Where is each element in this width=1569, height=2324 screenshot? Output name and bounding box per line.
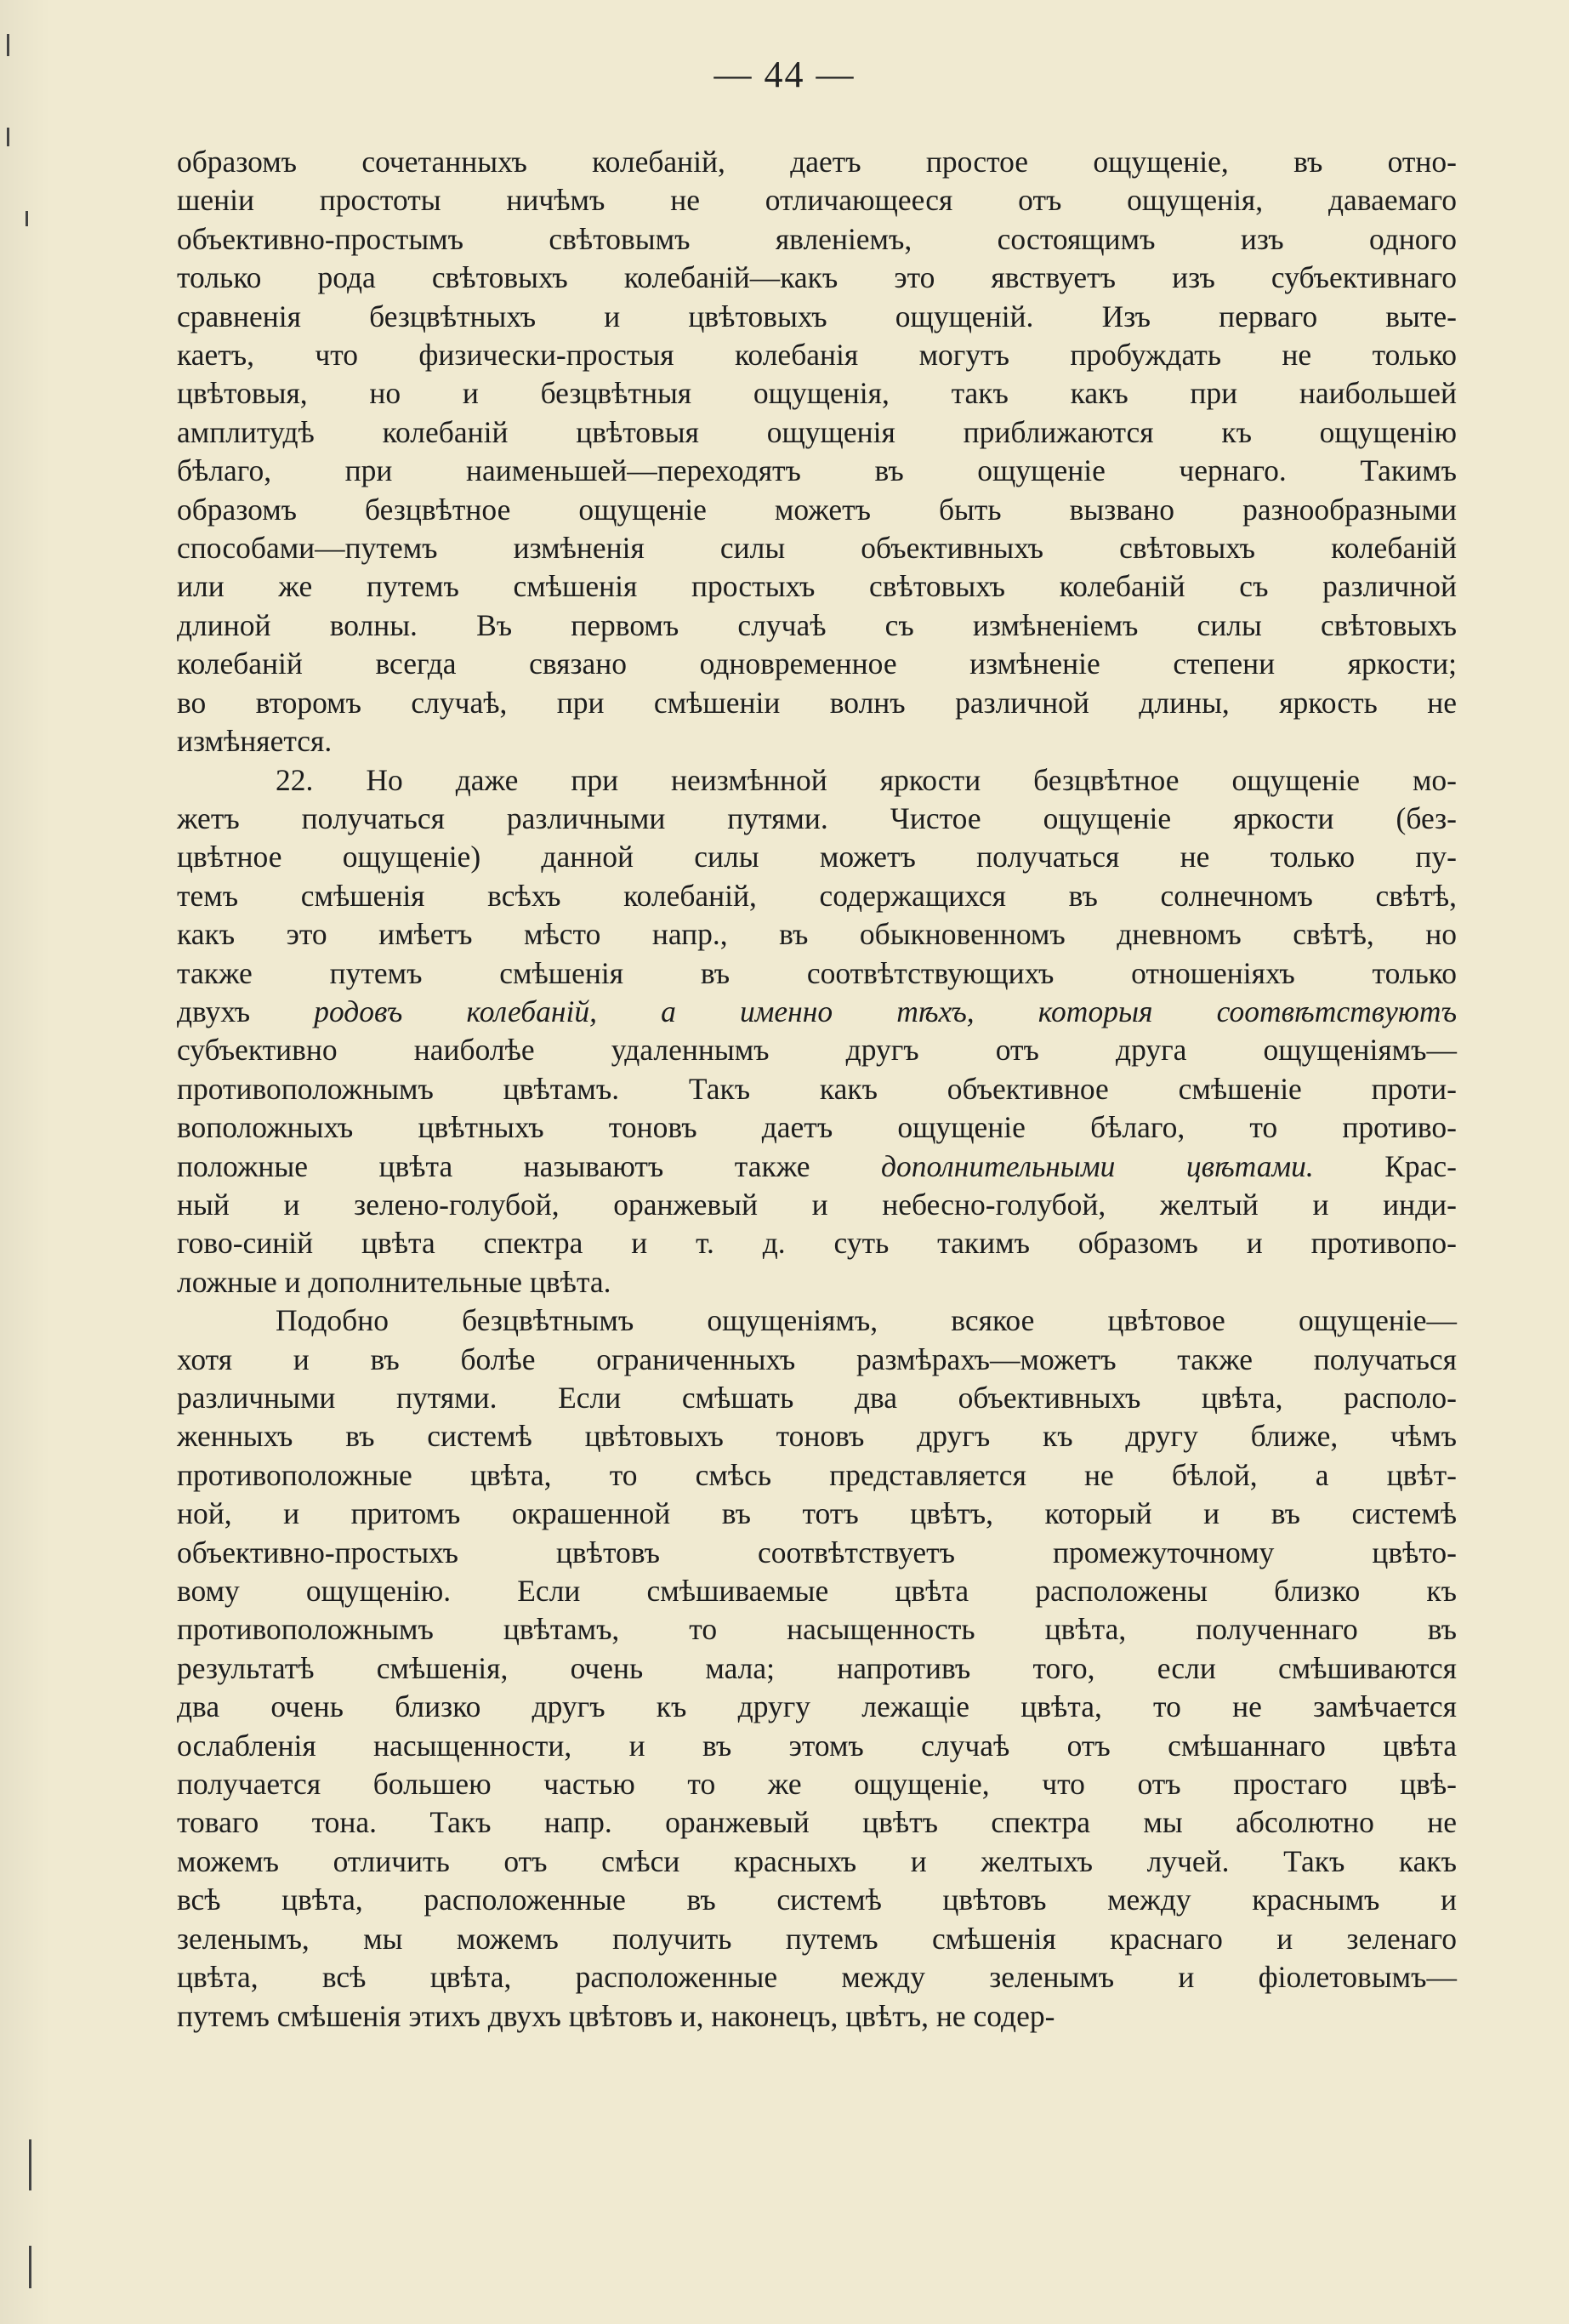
text-line: также путемъ смѣшенія въ соотвѣтствующихъ отношеніяхъ только — [177, 955, 1457, 990]
text-line: 22. Но даже при неизмѣнной яркости безцвѣтное ощущеніе мо- — [276, 762, 1457, 797]
text-line: всѣ цвѣта, расположенные въ системѣ цвѣтовъ между краснымъ и — [177, 1883, 1457, 1917]
text-line: двухъ родовъ колебаній, а именно тѣхъ, которыя соотвѣтствуютъ — [177, 994, 1457, 1028]
text-line: колебаній всегда связано одновременное измѣненіе степени яркости; — [177, 647, 1457, 681]
text-line: цвѣта, всѣ цвѣта, расположенные между зеленымъ и фіолетовымъ— — [177, 1960, 1457, 1995]
text-line: или же путемъ смѣшенія простыхъ свѣтовыхъ колебаній съ различной — [177, 569, 1457, 604]
text-line: противоположнымъ цвѣтамъ, то насыщенность цвѣта, полученнаго въ — [177, 1612, 1457, 1647]
text-line: длиной волны. Въ первомъ случаѣ съ измѣненіемъ силы свѣтовыхъ — [177, 607, 1457, 642]
text-line: только рода свѣтовыхъ колебаній—какъ это явствуетъ изъ субъективнаго — [177, 260, 1457, 295]
text-line: объективно-простымъ свѣтовымъ явленіемъ, состоящимъ изъ одного — [177, 221, 1457, 256]
paragraph-1 — [177, 143, 1457, 761]
text-line: цвѣтное ощущеніе) данной силы можетъ получаться не только пу- — [177, 840, 1457, 874]
margin-mark — [29, 2139, 31, 2190]
body-text — [177, 143, 1457, 2036]
italic-phrase: дополнительными цвѣтами. — [880, 1148, 1314, 1183]
text-line: противоположные цвѣта, то смѣсь представляется не бѣлой, а цвѣт- — [177, 1457, 1457, 1492]
margin-mark — [29, 2246, 31, 2288]
text-line: ложные и дополнительные цвѣта. — [177, 1264, 611, 1299]
text-line: вому ощущенію. Если смѣшиваемые цвѣта расположены близко къ — [177, 1574, 1457, 1609]
text-line: товаго тона. Такъ напр. оранжевый цвѣтъ спектра мы абсолютно не — [177, 1805, 1457, 1840]
text-line: жетъ получаться различными путями. Чистое ощущеніе яркости (без- — [177, 800, 1457, 835]
text-line: способами—путемъ измѣненія силы объективныхъ свѣтовыхъ колебаній — [177, 531, 1457, 566]
text-line: сравненія безцвѣтныхъ и цвѣтовыхъ ощущеній. Изъ перваго выте- — [177, 299, 1457, 333]
text-line: образомъ безцвѣтное ощущеніе можетъ быть вызвано разнообразными — [177, 492, 1457, 527]
text-line: бѣлаго, при наименьшей—переходятъ въ ощущеніе чернаго. Такимъ — [177, 453, 1457, 488]
text-line: противоположнымъ цвѣтамъ. Такъ какъ объективное смѣшеніе проти- — [177, 1071, 1457, 1106]
text-line: во второмъ случаѣ, при смѣшеніи волнъ различной длины, яркость не — [177, 685, 1457, 720]
text-line: два очень близко другъ къ другу лежащіе цвѣта, то не замѣчается — [177, 1689, 1457, 1724]
margin-mark — [26, 211, 28, 226]
paragraph-3 — [177, 1302, 1457, 2036]
text-line: положные цвѣта называютъ также дополнительными цвѣтами. Крас- — [177, 1148, 1457, 1183]
text-line: ной, и притомъ окрашенной въ тотъ цвѣтъ, который и въ системѣ — [177, 1496, 1457, 1531]
text-line: ослабленія насыщенности, и въ этомъ случаѣ отъ смѣшаннаго цвѣта — [177, 1728, 1457, 1763]
margin-mark — [7, 128, 9, 146]
text-line: субъективно наиболѣе удаленнымъ другъ отъ друга ощущеніямъ— — [177, 1033, 1457, 1068]
text-line: амплитудѣ колебаній цвѣтовыя ощущенія приближаются къ ощущенію — [177, 414, 1457, 449]
text-line: какъ это имѣетъ мѣсто напр., въ обыкновенномъ дневномъ свѣтѣ, но — [177, 917, 1457, 952]
text-line: путемъ смѣшенія этихъ двухъ цвѣтовъ и, наконецъ, цвѣтъ, не содер- — [177, 1998, 1055, 2033]
text-line: воположныхъ цвѣтныхъ тоновъ даетъ ощущеніе бѣлаго, то противо- — [177, 1110, 1457, 1145]
text-line: результатѣ смѣшенія, очень мала; напротивъ того, если смѣшиваются — [177, 1650, 1457, 1685]
text-line: каетъ, что физически-простыя колебанія могутъ пробуждать не только — [177, 338, 1457, 373]
paragraph-2 — [177, 761, 1457, 1302]
text-line: можемъ отличить отъ смѣси красныхъ и желтыхъ лучей. Такъ какъ — [177, 1843, 1457, 1878]
text-line: зеленымъ, мы можемъ получить путемъ смѣшенія краснаго и зеленаго — [177, 1921, 1457, 1956]
text-line: гово-синій цвѣта спектра и т. д. суть такимъ образомъ и противопо- — [177, 1226, 1457, 1261]
text-line: Подобно безцвѣтнымъ ощущеніямъ, всякое цвѣтовое ощущеніе— — [276, 1303, 1457, 1338]
text-line: образомъ сочетанныхъ колебаній, даетъ простое ощущеніе, въ отно- — [177, 145, 1457, 179]
text-line: различными путями. Если смѣшать два объективныхъ цвѣта, располо- — [177, 1381, 1457, 1415]
page-number: — 44 — — [713, 54, 856, 95]
text-line: получается большею частью то же ощущеніе, что отъ простаго цвѣ- — [177, 1767, 1457, 1802]
text-line: объективно-простыхъ цвѣтовъ соотвѣтствуетъ промежуточному цвѣто- — [177, 1535, 1457, 1569]
text-line: женныхъ въ системѣ цвѣтовыхъ тоновъ другъ къ другу ближе, чѣмъ — [177, 1419, 1457, 1454]
text-line: измѣняется. — [177, 724, 333, 759]
text-line: шеніи простоты ничѣмъ не отличающееся отъ ощущенія, даваемаго — [177, 183, 1457, 218]
margin-mark — [7, 34, 9, 56]
text-line: хотя и въ болѣе ограниченныхъ размѣрахъ—можетъ также получаться — [177, 1341, 1457, 1376]
text-line: цвѣтовыя, но и безцвѣтныя ощущенія, такъ какъ при наибольшей — [177, 376, 1457, 411]
text-line: темъ смѣшенія всѣхъ колебаній, содержащихся въ солнечномъ свѣтѣ, — [177, 878, 1457, 913]
text-line: ный и зелено-голубой, оранжевый и небесно-голубой, желтый и инди- — [177, 1187, 1457, 1222]
italic-phrase: родовъ колебаній, а именно тѣхъ, которыя соотвѣтствуютъ — [250, 994, 1457, 1028]
